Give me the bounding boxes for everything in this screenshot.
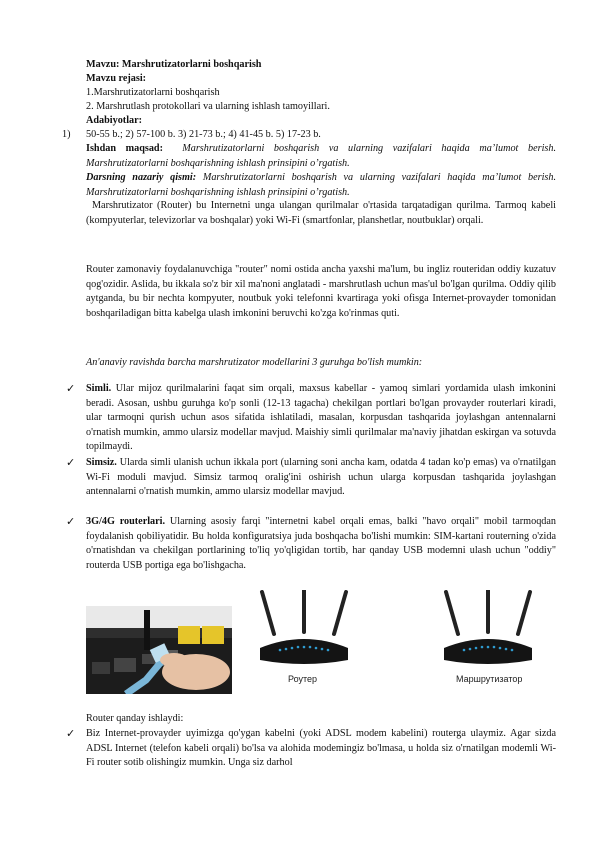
- bullet-wireless: [86, 456, 556, 500]
- bullet-label: Simsiz.: [86, 457, 117, 468]
- theory-text: Marshrutizatorlarni boshqarish va ularning vazifalari haqida ma’lumot berish. Marshrutizatorlarni boshqarishning ishlash prinsipini o’rgatish.: [86, 172, 557, 198]
- checkmark-icon: ✓: [66, 383, 76, 395]
- plan-item-1: 1.Marshrutizatorlarni boshqarish: [86, 87, 220, 98]
- topic-title: Mavzu: Marshrutizatorlarni boshqarish: [86, 59, 262, 70]
- refs-heading: Adabiyotlar:: [86, 115, 143, 126]
- bullet-text: Ularning asosiy farqi "internetni kabel orqali emas, balki "havo orqali" mobil tarmoqdan foydalanish qobiliyatidir. Bu holda konfiguratsiya juda boshqacha bo'lishi mumkin: SIM-kartani routerning o'zida o'rnatishdan va chekilgan portlarining to'liq yo'qligidan tortib, har qanday USB modemni ulash uchun "oddiy" routerda USB portiga ega bo'lishgacha.: [86, 516, 556, 571]
- checkmark-icon: ✓: [66, 728, 76, 740]
- refs-text: 50-55 b.; 2) 57-100 b. 3) 21-73 b.; 4) 41-45 b. 5) 17-23 b.: [86, 129, 321, 140]
- bullet-text: Ularda simli ulanish uchun ikkala port (ularning soni ancha kam, odatda 4 tadan ko'p emas) va o'rnatilgan Wi-Fi moduli mavjud. Simsiz tarmoq oralig'ini oshirish uchun ularga korpusdan tashqarida joylashgan antennalarni o'rnatish mumkin, ammo ularsiz modellar mavjud.: [86, 457, 556, 498]
- bullet-how-it-works: Biz Internet-provayder uyimizga qo'ygan kabelni (yoki ADSL modem kabelini) routerga ulaymiz. Agar sizda ADSL Internet (telefon kabeli orqali) bo'lsa va alohida modemingiz bo'lmasa, u holda siz o'rnatilgan modemli Wi-Fi router sotib olishingiz mumkin. Unga siz darhol: [86, 728, 556, 769]
- plan-item-2: 2. Marshrutlash protokollari va ularning ishlash tamoyillari.: [86, 101, 330, 112]
- router-caption: Роутер: [288, 674, 318, 684]
- router-photo: [254, 590, 354, 694]
- router-ports-photo: [86, 606, 232, 694]
- refs-number: 1): [62, 129, 71, 140]
- router-caption: Маршрутизатор: [456, 674, 523, 684]
- how-heading: Router qanday ishlaydi:: [86, 713, 184, 724]
- checkmark-icon: ✓: [66, 457, 76, 469]
- checkmark-icon: ✓: [66, 516, 76, 528]
- groups-heading: An'anaviy ravishda barcha marshrutizator modellarini 3 guruhga bo'lish mumkin:: [86, 357, 423, 368]
- router-name-paragraph: Router zamonaviy foydalanuvchiga "router" nomi ostida ancha yaxshi ma'lum, bu ingliz routeridan oddiy kuzatuv qog'ozidir. Aslida, bu ikkala so'z bir xil ma'noni anglatadi - marshrutlash uchun mas'ul bo'lgan qurilma. Oddiy qilib aytganda, bu bir nechta kompyuter, noutbuk yoki telefonni kvartiraga yoki ofisga Internet-provayder tomonidan boshqariladigan bitta kabelga ulash imkonini beruvchi ko'zga ko'rinmas quti.: [86, 264, 556, 319]
- router-definition-paragraph: Marshrutizator (Router) bu Internetni unga ulangan qurilmalar o'rtasida tarqatadigan qurilma. Tarmoq kabeli (kompyuterlar, televizorlar va boshqalar) yoki Wi-Fi (smartfonlar, planshetlar, noutbuklar) orqali.: [86, 200, 556, 226]
- bullet-label: Simli.: [86, 383, 112, 394]
- theory-label: Darsning nazariy qismi:: [86, 172, 197, 183]
- bullet-3g4g: [86, 515, 556, 573]
- theory-paragraph: [86, 171, 556, 200]
- goal-paragraph: [86, 142, 556, 171]
- bullet-text: Ular mijoz qurilmalarini faqat sim orqali, maxsus kabellar - yamoq simlari yordamida ulash imkonini beradi. Asosan, ushbu guruhga ko'p sonli (12-13 tagacha) chekilgan portlari bo'lgan provayder routerlari kiradi, ular tarmoqni qurish uchun asos sifatida ishlatiladi, masalan, korpusdan tashqarida joylashgan antennalarni o'rnatish mumkin, ammo ularsiz modellar mavjud. Maishiy simli qurilmalar ma'naviy jihatdan eskirgan va sotuvda topilmaydi.: [86, 383, 556, 453]
- bullet-label: 3G/4G routerlari.: [86, 516, 166, 527]
- router-photo: [438, 590, 538, 694]
- goal-label: Ishdan maqsad:: [86, 143, 163, 154]
- bullet-wired: [86, 382, 556, 455]
- plan-heading: Mavzu rejasi:: [86, 73, 147, 84]
- goal-text: Marshrutizatorlarni boshqarish va ularning vazifalari haqida ma’lumot berish. Marshrutizatorlarni boshqarishning ishlash prinsipini o’rgatish.: [86, 143, 557, 169]
